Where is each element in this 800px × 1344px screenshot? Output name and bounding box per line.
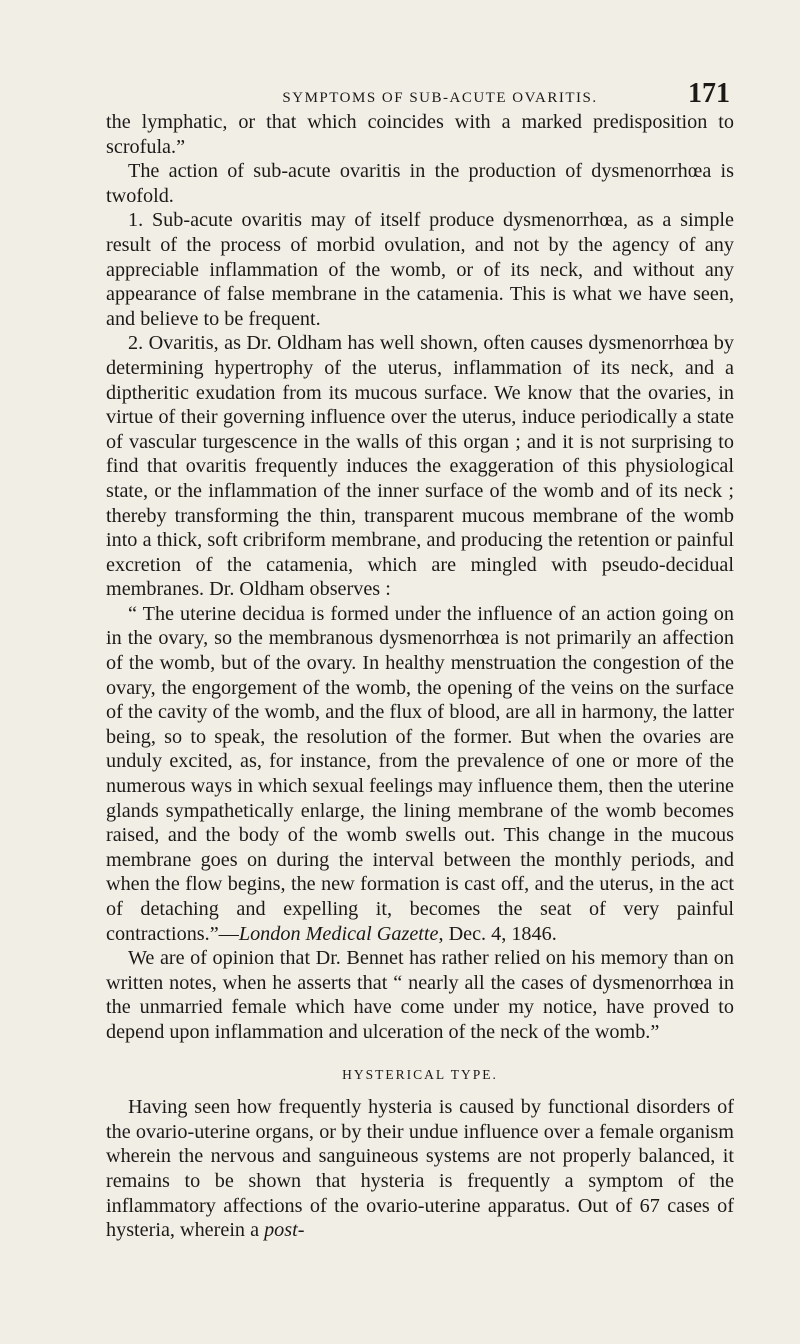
- running-head: [106, 60, 734, 109]
- quotation-text: “ The uterine decidua is formed under the influence of an action going on in the ovary, so the membranous dysmenorrhœa is not primarily an affection of the womb, but of the ovary. In healthy menstruation the congestion of the ovary, the engorgement of the womb, the opening of the veins on the surface of the cavity of the womb, and the flux of blood, are all in harmony, the latter being, so to speak, the resolution of the former. But when the ovaries are unduly excited, as, for instance, from the prevalence of one or more of the numerous ways in which sexual feelings may influence them, then the uterine glands sympathetically enlarge, the lining membrane of the womb becomes raised, and the body of the womb swells out. This change in the mucous membrane goes on during the interval between the monthly periods, and when the flow begins, the new formation is cast off, and the uterus, in the act of detaching and expelling it, becomes the seat of very painful contractions.”—: [106, 602, 734, 945]
- paragraph: The action of sub-acute ovaritis in the production of dysmenorrhœa is twofold.: [106, 160, 734, 207]
- section-text: Having seen how frequently hysteria is caused by functional disorders of the ovario-uterine organs, or by their undue influence over a female organism wherein the nervous and sanguineous systems are not properly balanced, it remains to be shown that hysteria is frequently a symptom of the inflammatory affections of the ovario-uterine apparatus. Out of 67 cases of hysteria, wherein a: [106, 1096, 734, 1242]
- paragraph-point-1: 1. Sub-acute ovaritis may of itself produce dysmenorrhœa, as a simple result of the process of morbid ovulation, and not by the agency of any appreciable inflammation of the womb, or of its neck, and without any appearance of false membrane in the catamenia. This is what we have seen, and believe to be frequent.: [106, 209, 734, 330]
- section-heading: HYSTERICAL TYPE.: [342, 1066, 498, 1082]
- citation-source: London Medical Gazette: [238, 922, 439, 945]
- page-number: 171: [688, 78, 730, 109]
- paragraph-point-2: 2. Ovaritis, as Dr. Oldham has well shown, often causes dysmenorrhœa by determining hypertrophy of the uterus, inflammation of its neck, and a diptheritic exudation from its mucous surface. We know that the ovaries, in virtue of their governing influence over the uterus, induce periodically a state of vascular turgescence in the walls of this organ ; and it is not surprising to find that ovaritis frequently induces the exaggeration of this physiological state, or the inflammation of the inner surface of the womb and of its neck ; thereby transforming the thin, transparent mucous membrane of the womb into a thick, soft cribriform membrane, and producing the retention or painful excretion of the catamenia, which are mingled with pseudo-decidual membranes. Dr. Oldham observes :: [106, 332, 734, 601]
- paragraph-continued: the lymphatic, or that which coincides with a marked predisposition to scrofula.”: [106, 111, 734, 158]
- running-title: SYMPTOMS OF SUB-ACUTE OVARITIS.: [282, 90, 598, 106]
- section-paragraph: [106, 1095, 734, 1243]
- citation-date: , Dec. 4, 1846.: [438, 922, 557, 945]
- body-text: [106, 110, 734, 1243]
- paragraph: We are of opinion that Dr. Bennet has rather relied on his memory than on written notes, when he asserts that “ nearly all the cases of dysmenorrhœa in the unmarried female which have come under my notice, have proved to depend upon inflammation and ulceration of the neck of the womb.”: [106, 947, 734, 1043]
- quotation-paragraph: [106, 602, 734, 946]
- section-text-trailing: post-: [264, 1219, 305, 1242]
